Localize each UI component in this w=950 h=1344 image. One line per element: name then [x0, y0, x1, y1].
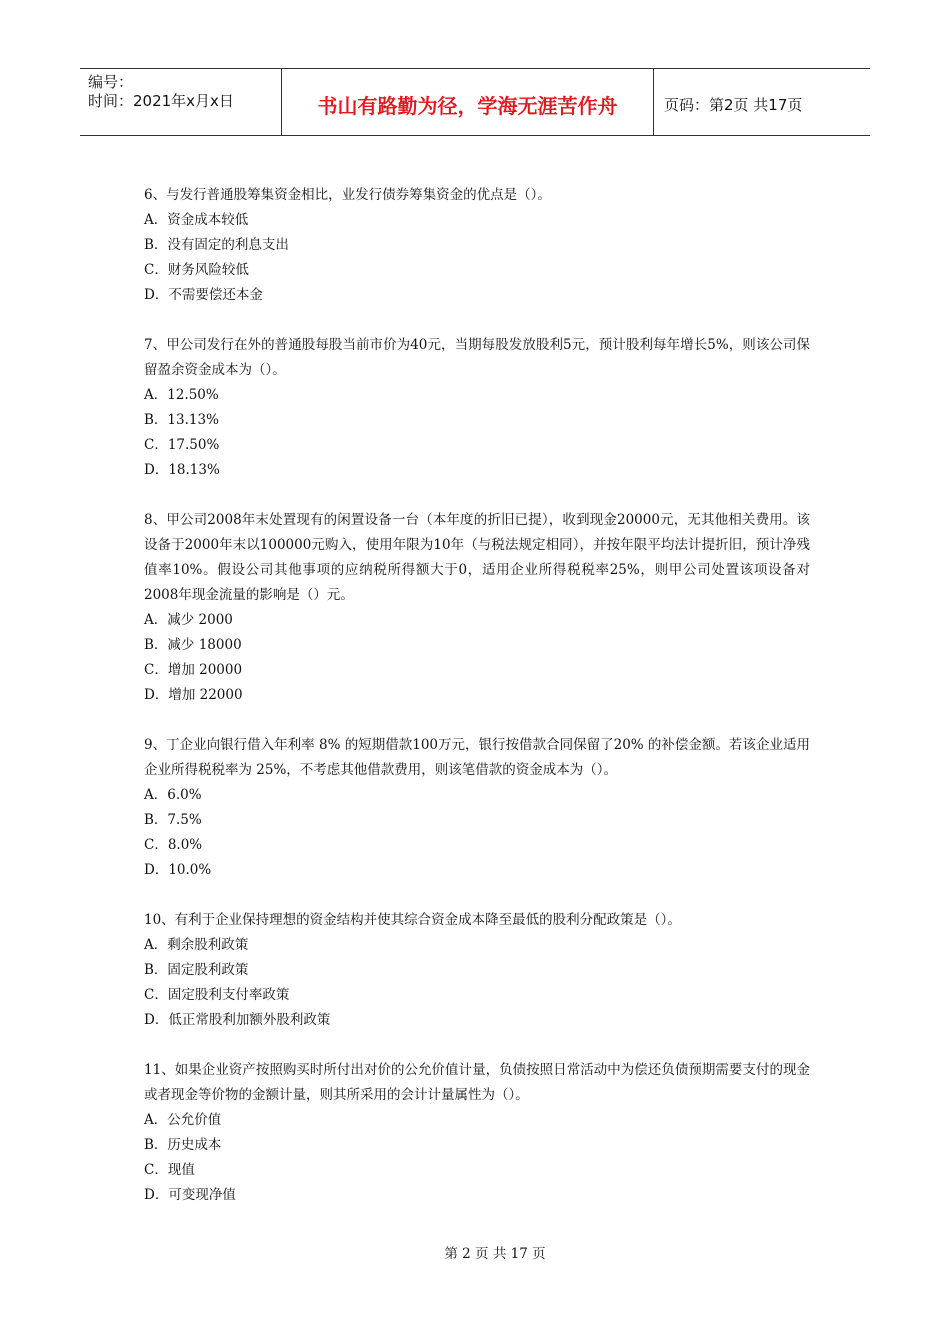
document-number-label: 编号： — [88, 73, 134, 91]
option-b: B．13.13% — [144, 412, 219, 428]
option-d: D．增加 22000 — [144, 687, 243, 703]
question-6 — [144, 183, 810, 308]
option-c: C．现值 — [144, 1162, 195, 1178]
question-7 — [144, 333, 810, 483]
option-b: B．没有固定的利息支出 — [144, 237, 289, 253]
question-list — [144, 183, 810, 1233]
question-stem: 7、甲公司发行在外的普通股每股当前市价为40元，当期每股发放股利5元，预计股利每年增长5%，则该公司保留盈余资金成本为（）。 — [144, 337, 810, 378]
option-c: C．固定股利支付率政策 — [144, 987, 290, 1003]
option-c: C．财务风险较低 — [144, 262, 249, 278]
option-a: A．12.50% — [144, 387, 219, 403]
page-footer: 第 2 页 共 17 页 — [444, 1246, 546, 1262]
header-page-info: 页码：第2页 共17页 — [664, 95, 803, 114]
option-d: D．不需要偿还本金 — [144, 287, 263, 303]
option-a: A．公允价值 — [144, 1112, 222, 1128]
question-stem: 10、有利于企业保持理想的资金结构并使其综合资金成本降至最低的股利分配政策是（）。 — [144, 912, 681, 928]
option-c: C．增加 20000 — [144, 662, 243, 678]
option-b: B．7.5% — [144, 812, 202, 828]
question-stem: 8、甲公司2008年末处置现有的闲置设备一台（本年度的折旧已提），收到现金20000元，无其他相关费用。该设备于2000年末以100000元购入，使用年限为10年（与税法规定相同），并按年限平均法计提折旧，预计净残值率10%。假设公司其他事项的应纳税所得额大于0，适用企业所得税税率25%，则甲公司处置该项设备对2008年现金流量的影响是（）元。 — [144, 512, 810, 603]
question-stem: 11、如果企业资产按照购买时所付出对价的公允价值计量，负债按照日常活动中为偿还负债预期需要支付的现金或者现金等价物的金额计量，则其所采用的会计计量属性为（）。 — [144, 1062, 810, 1103]
option-d: D．18.13% — [144, 462, 220, 478]
question-9 — [144, 733, 810, 883]
option-a: A．剩余股利政策 — [144, 937, 249, 953]
option-a: A．资金成本较低 — [144, 212, 249, 228]
option-d: D．低正常股利加额外股利政策 — [144, 1012, 331, 1028]
option-b: B．减少 18000 — [144, 637, 242, 653]
question-stem: 6、与发行普通股筹集资金相比，业发行债券筹集资金的优点是（）。 — [144, 187, 551, 203]
question-8 — [144, 508, 810, 708]
option-a: A．6.0% — [144, 787, 202, 803]
option-b: B．历史成本 — [144, 1137, 222, 1153]
header-motto: 书山有路勤为径，学海无涯苦作舟 — [281, 69, 654, 135]
option-d: D．可变现净值 — [144, 1187, 236, 1203]
option-c: C．8.0% — [144, 837, 203, 853]
question-11 — [144, 1058, 810, 1208]
document-date: 时间：2021年x月x日 — [88, 92, 234, 110]
option-d: D．10.0% — [144, 862, 212, 878]
option-b: B．固定股利政策 — [144, 962, 249, 978]
header-info-cell — [80, 69, 281, 135]
question-stem: 9、丁企业向银行借入年利率 8% 的短期借款100万元，银行按借款合同保留了20% 的补偿金额。若该企业适用企业所得税税率为 25%，不考虑其他借款费用，则该笔借款的资金成本为（）。 — [144, 737, 810, 778]
question-10 — [144, 908, 810, 1033]
option-a: A．减少 2000 — [144, 612, 233, 628]
option-c: C．17.50% — [144, 437, 220, 453]
page-header — [80, 68, 870, 136]
